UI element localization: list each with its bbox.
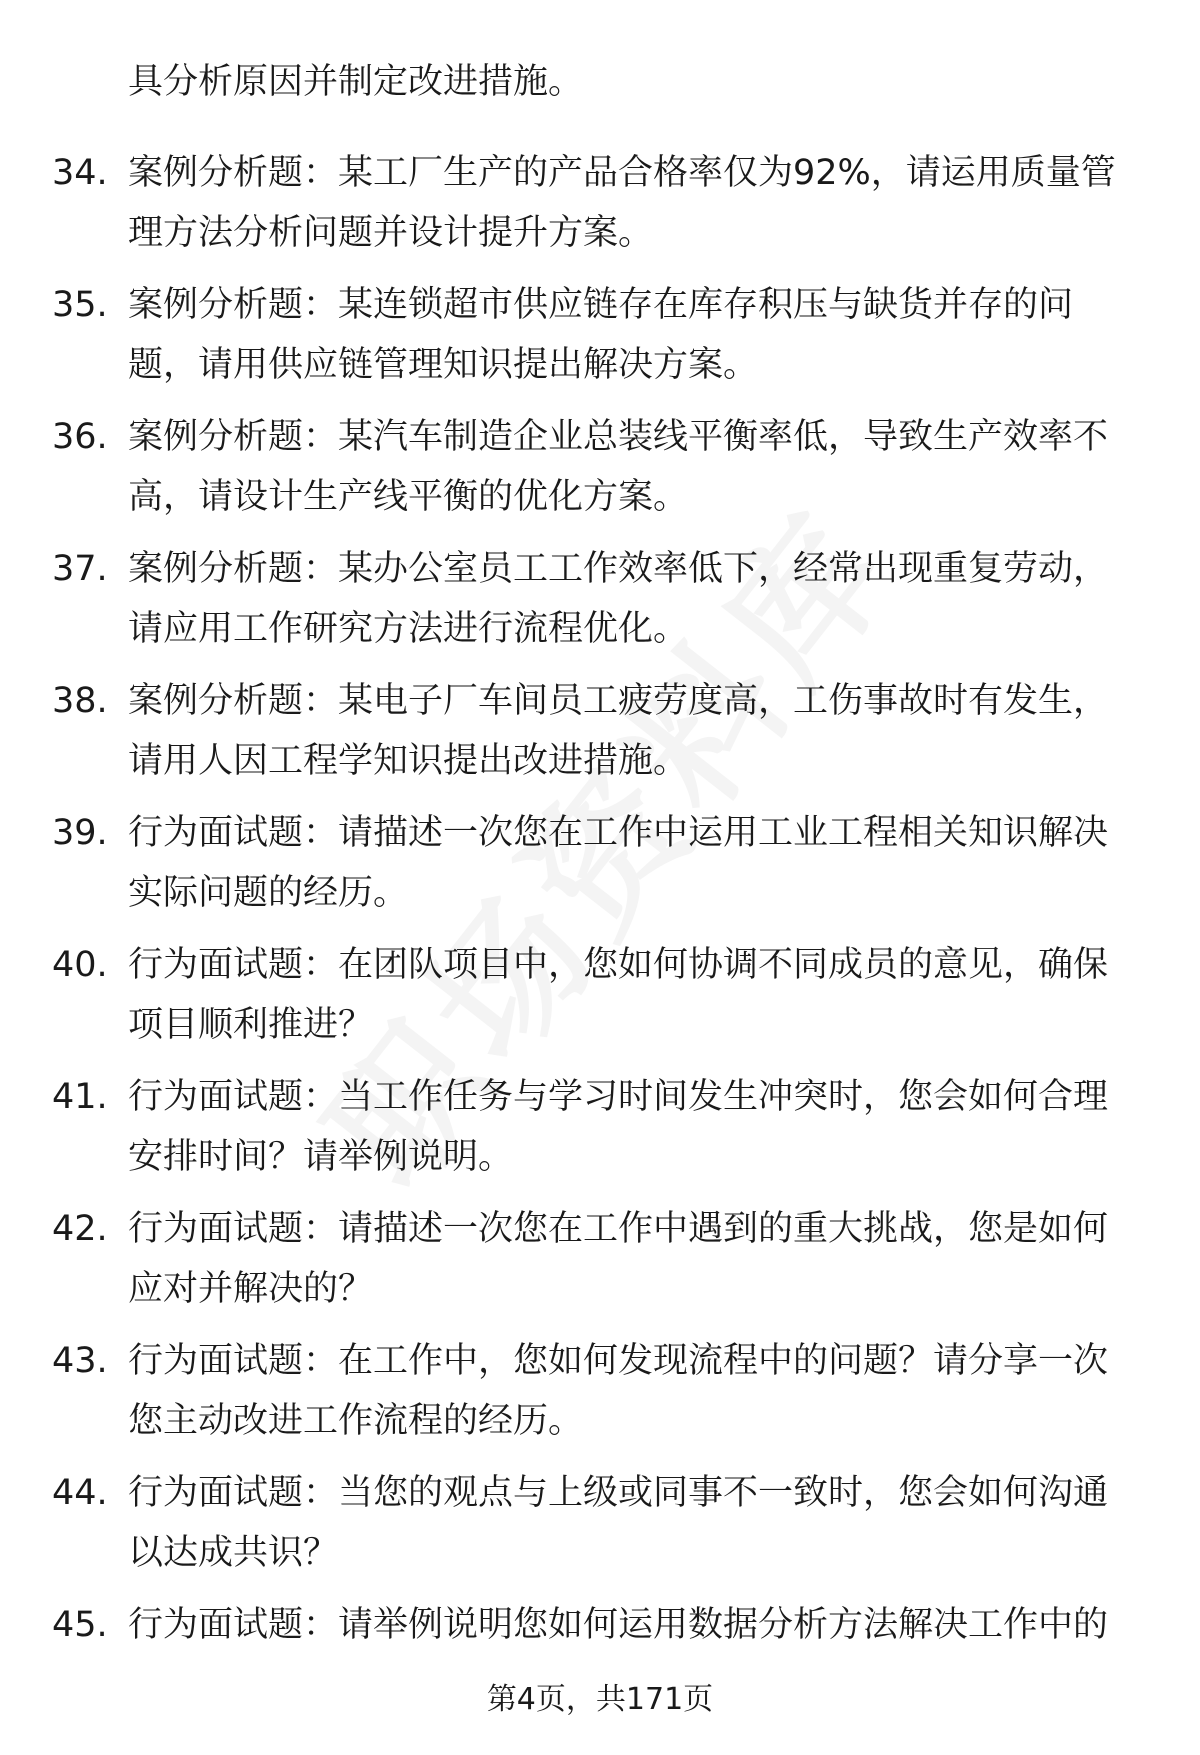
question-text-line: 您主动改进工作流程的经历。	[128, 1401, 584, 1441]
question-text	[128, 1463, 1143, 1583]
question-text-line: 案例分析题：某工厂生产的产品合格率仅为92%，请运用质量管	[128, 153, 1116, 193]
question-item	[0, 143, 1200, 275]
question-number: 44.	[52, 1473, 108, 1513]
question-text	[128, 671, 1143, 791]
question-text-line: 行为面试题：在工作中，您如何发现流程中的问题？请分享一次	[128, 1341, 1109, 1381]
question-number: 43.	[52, 1341, 108, 1381]
question-item	[0, 1067, 1200, 1199]
question-text-line: 案例分析题：某电子厂车间员工疲劳度高，工伤事故时有发生，	[128, 681, 1109, 721]
question-text-line: 案例分析题：某连锁超市供应链存在库存积压与缺货并存的问	[128, 285, 1074, 325]
question-number: 34.	[52, 153, 108, 193]
question-number: 36.	[52, 417, 108, 457]
question-text-line: 案例分析题：某汽车制造企业总装线平衡率低，导致生产效率不	[128, 417, 1109, 457]
question-list	[0, 143, 1200, 1661]
question-text	[128, 1199, 1143, 1319]
question-text-line: 行为面试题：请举例说明您如何运用数据分析方法解决工作中的	[128, 1605, 1109, 1645]
question-item	[0, 275, 1200, 407]
question-text-line: 项目顺利推进？	[128, 1005, 374, 1045]
question-item	[0, 539, 1200, 671]
question-text-line: 理方法分析问题并设计提升方案。	[128, 213, 654, 253]
question-item	[0, 803, 1200, 935]
question-number: 38.	[52, 681, 108, 721]
question-text-line: 行为面试题：当工作任务与学习时间发生冲突时，您会如何合理	[128, 1077, 1109, 1117]
question-text-line: 高，请设计生产线平衡的优化方案。	[128, 477, 689, 517]
question-text	[128, 407, 1143, 527]
question-item	[0, 1199, 1200, 1331]
question-text-line: 行为面试题：请描述一次您在工作中运用工业工程相关知识解决	[128, 813, 1109, 853]
question-text	[128, 539, 1143, 659]
page-indicator: 第4页，共171页	[486, 1682, 714, 1717]
question-text	[128, 143, 1143, 263]
question-text	[128, 275, 1143, 395]
question-item	[0, 1595, 1200, 1661]
question-number: 41.	[52, 1077, 108, 1117]
question-text	[128, 1595, 1143, 1655]
question-text-line: 请应用工作研究方法进行流程优化。	[128, 609, 689, 649]
question-text	[128, 1067, 1143, 1187]
question-text-line: 案例分析题：某办公室员工工作效率低下，经常出现重复劳动，	[128, 549, 1109, 589]
question-text-line: 行为面试题：在团队项目中，您如何协调不同成员的意见，确保	[128, 945, 1109, 985]
question-text-line: 题，请用供应链管理知识提出解决方案。	[128, 345, 759, 385]
question-text-line: 应对并解决的？	[128, 1269, 374, 1309]
question-item	[0, 1463, 1200, 1595]
question-number: 40.	[52, 945, 108, 985]
question-number: 35.	[52, 285, 108, 325]
question-item	[0, 935, 1200, 1067]
question-text-line: 以达成共识？	[128, 1533, 339, 1573]
question-number: 37.	[52, 549, 108, 589]
question-item	[0, 407, 1200, 539]
question-text-line: 行为面试题：当您的观点与上级或同事不一致时，您会如何沟通	[128, 1473, 1109, 1513]
question-text	[128, 1331, 1143, 1451]
question-text	[128, 803, 1143, 923]
question-number: 45.	[52, 1605, 108, 1645]
question-text-line: 安排时间？请举例说明。	[128, 1137, 514, 1177]
question-number: 39.	[52, 813, 108, 853]
question-text-line: 请用人因工程学知识提出改进措施。	[128, 741, 689, 781]
question-item	[0, 1331, 1200, 1463]
question-text	[128, 935, 1143, 1055]
question-text-line: 行为面试题：请描述一次您在工作中遇到的重大挑战，您是如何	[128, 1209, 1109, 1249]
question-item	[0, 671, 1200, 803]
question-text-line: 实际问题的经历。	[128, 873, 409, 913]
question-number: 42.	[52, 1209, 108, 1249]
continuation-text: 具分析原因并制定改进措施。	[128, 62, 584, 102]
